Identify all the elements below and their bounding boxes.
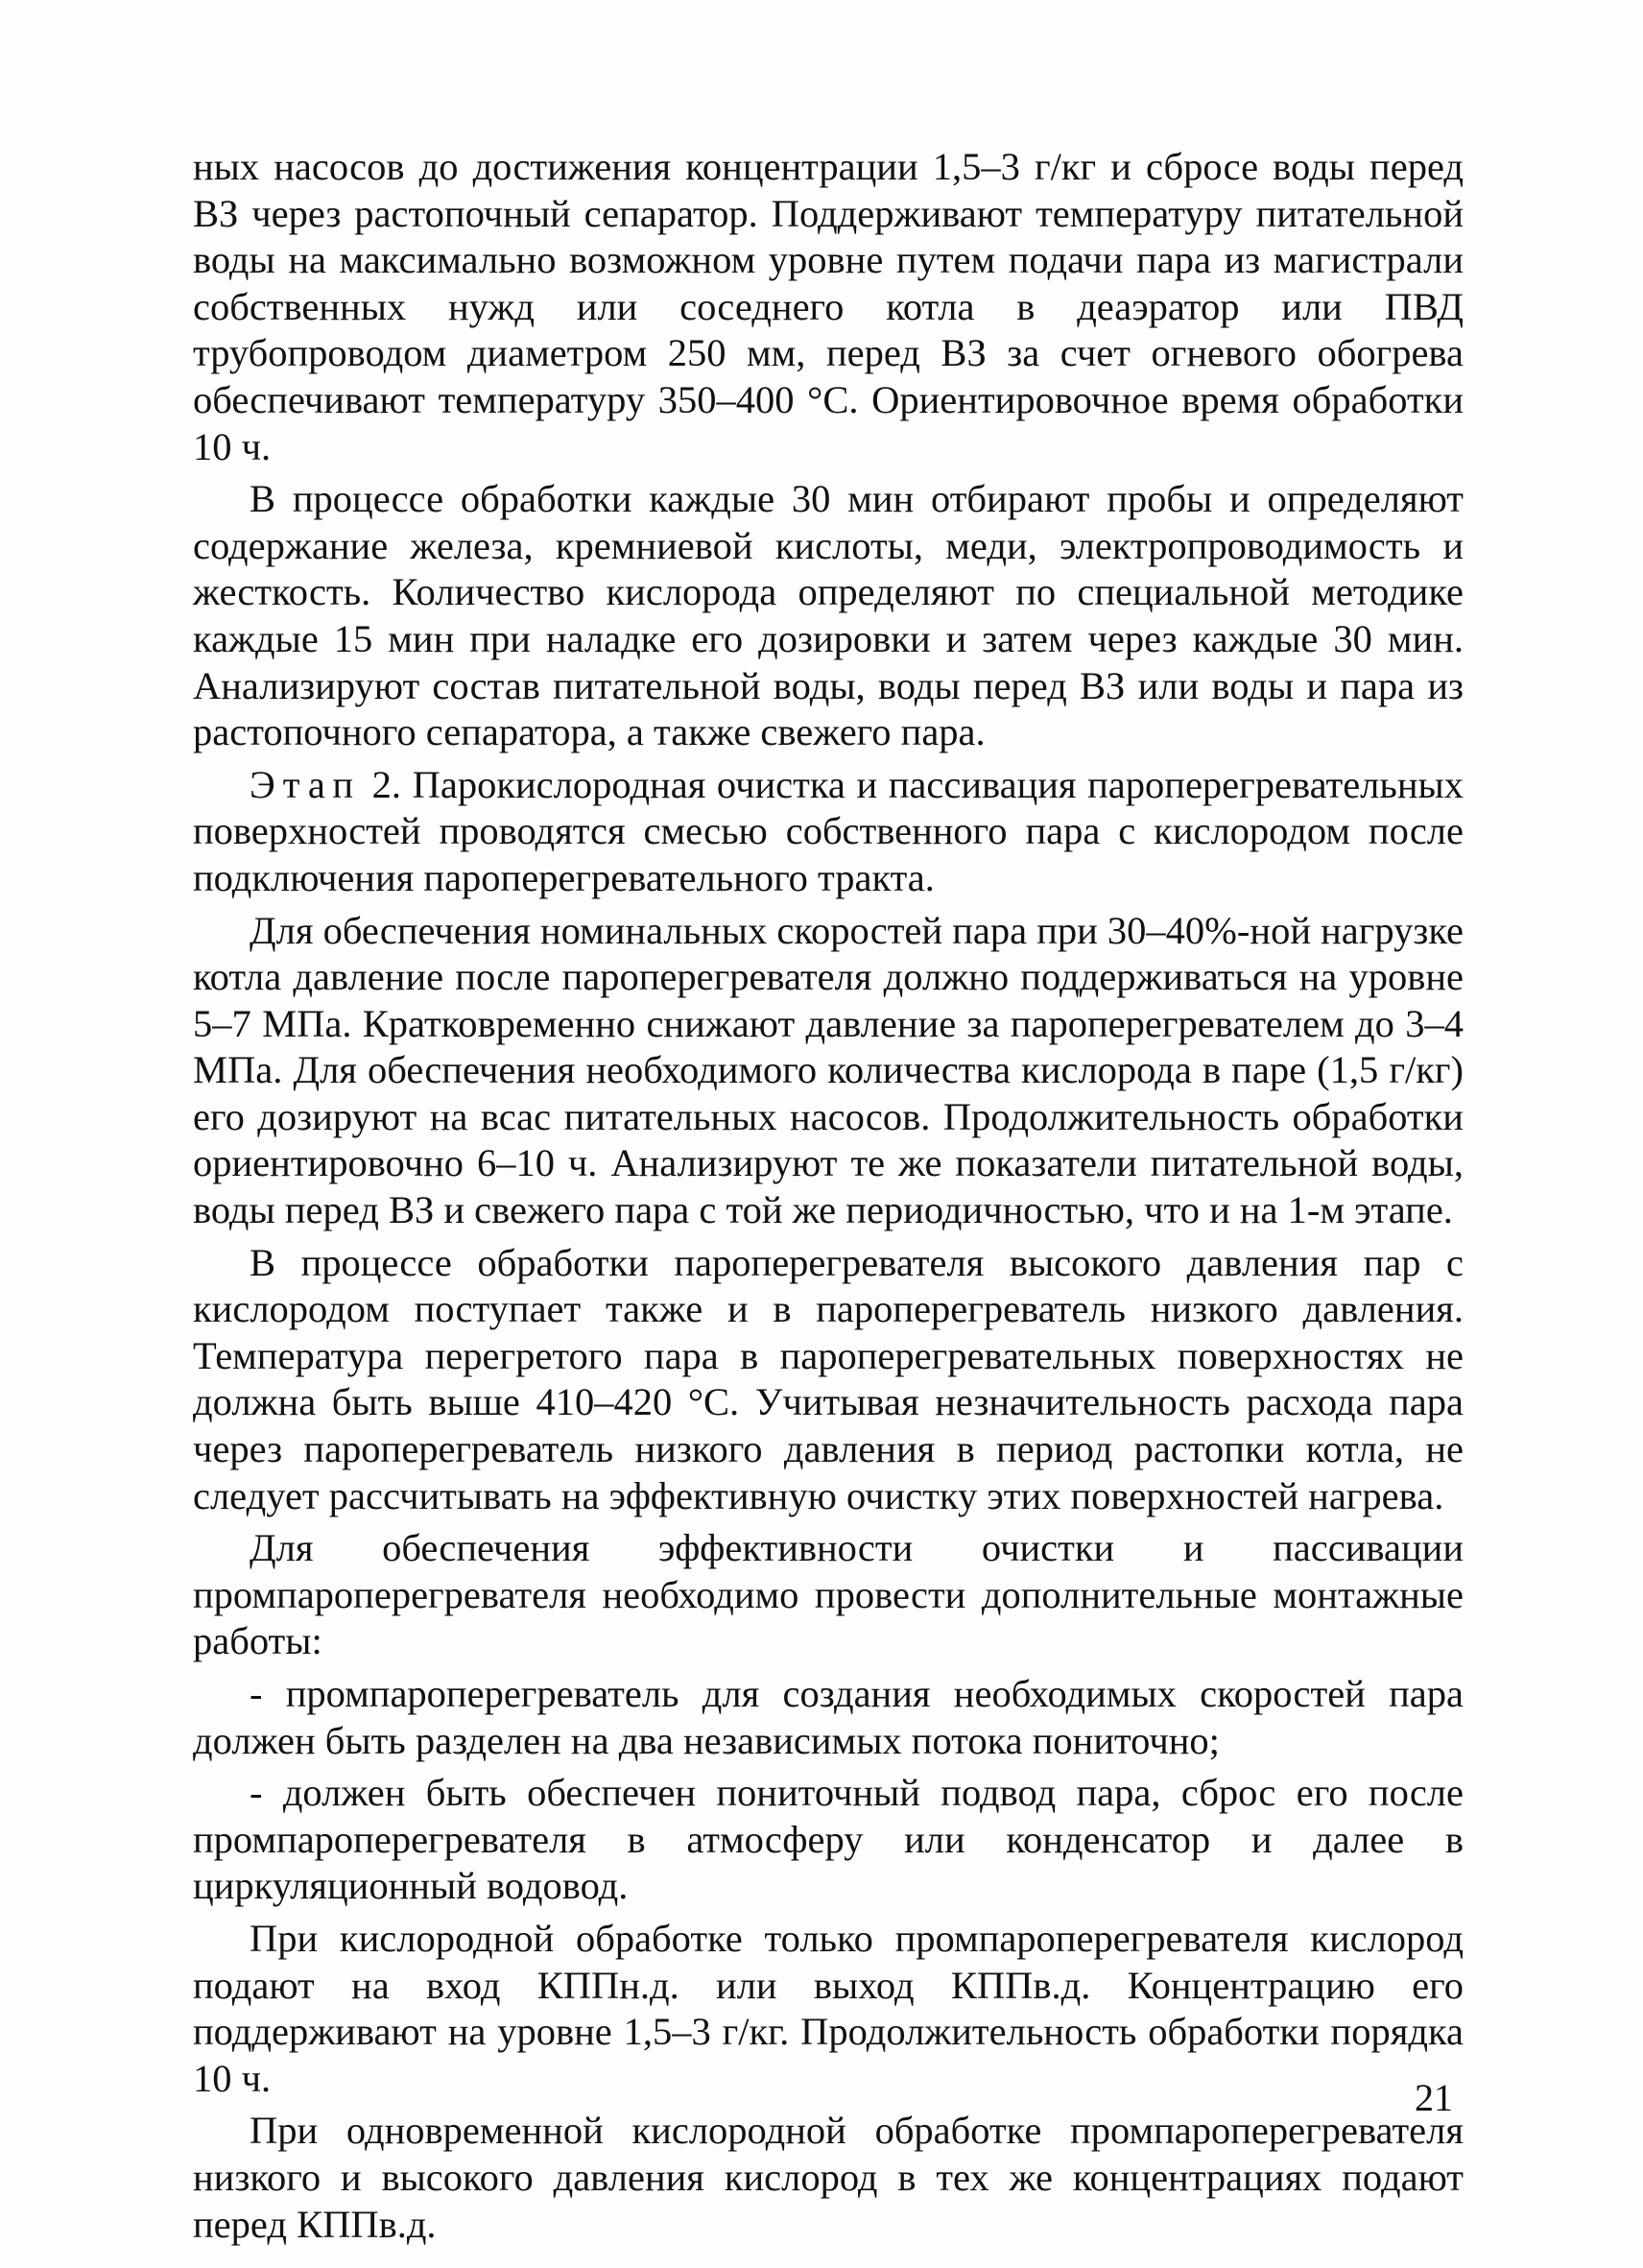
paragraph-6: Для обеспечения эффективности очистки и пассивации промпароперегревателя необходимо провести дополнительные монтажные работы: bbox=[193, 1526, 1464, 1663]
body-text bbox=[193, 144, 1464, 2254]
paragraph-7: При кислородной обработке только промпароперегревателя кислород подают на вход КППн.д. или выход КППв.д. Концентрацию его поддерживают на уровне 1,5–3 г/кг. Продолжительность обработки порядка 10 ч. bbox=[193, 1916, 1464, 2100]
paragraph-2: В процессе обработки каждые 30 мин отбирают пробы и определяют содержание железа, кремниевой кислоты, меди, электропроводимость и жесткость. Количество кислорода определяют по специальной методике каждые 15 мин при наладке его дозировки и затем через каждые 30 мин. Анализируют состав питательной воды, воды перед ВЗ или воды и пара из растопочного сепаратора, а также свежего пара. bbox=[193, 477, 1464, 754]
paragraph-3-text: 2. Парокислородная очистка и пассивация пароперегревательных поверхностей проводятся смесью собственного пара с кислородом после подключения пароперегревательного тракта. bbox=[193, 762, 1464, 899]
paragraph-4: Для обеспечения номинальных скоростей пара при 30–40%-ной нагрузке котла давление после пароперегревателя должно поддерживаться на уровне 5–7 МПа. Кратковременно снижают давление за пароперегревателем до 3–4 МПа. Для обеспечения необходимого количества кислорода в паре (1,5 г/кг) его дозируют на всас питательных насосов. Продолжительность обработки ориентировочно 6–10 ч. Анализируют те же показатели питательной воды, воды перед ВЗ и свежего пара с той же периодичностью, что и на 1-м этапе. bbox=[193, 908, 1464, 1232]
paragraph-1: ных насосов до достижения концентрации 1,5–3 г/кг и сбросе воды перед ВЗ через растопочный сепаратор. Поддерживают температуру питательной воды на максимально возможном уровне путем подачи пара из магистрали собственных нужд или соседнего котла в деаэратор или ПВД трубопроводом диаметром 250 мм, перед ВЗ за счет огневого обогрева обеспечивают температуру 350–400 °С. Ориентировочное время обработки 10 ч. bbox=[193, 145, 1464, 468]
paragraph-5: В процессе обработки пароперегревателя высокого давления пар с кислородом поступает также и в пароперегреватель низкого давления. Температура перегретого пара в пароперегревательных поверхностях не должна быть выше 410–420 °С. Учитывая незначительность расхода пара через пароперегреватель низкого давления в период растопки котла, не следует рассчитывать на эффективную очистку этих поверхностей нагрева. bbox=[193, 1240, 1464, 1517]
list-item-2: - должен быть обеспечен пониточный подвод пара, сброс его после промпароперегревателя в атмосферу или конденсатор и далее в циркуляционный водовод. bbox=[193, 1771, 1464, 1908]
paragraph-3 bbox=[193, 762, 1464, 902]
stage-label: Этап bbox=[250, 762, 362, 806]
list-item-1: - промпароперегреватель для создания необходимых скоростей пара должен быть разделен на два независимых потока пониточно; bbox=[193, 1672, 1464, 1762]
page-number: 21 bbox=[1415, 2076, 1453, 2119]
paragraph-8: При одновременной кислородной обработке промпароперегревателя низкого и высокого давления кислород в тех же концентрациях подают перед КППв.д. bbox=[193, 2109, 1464, 2246]
